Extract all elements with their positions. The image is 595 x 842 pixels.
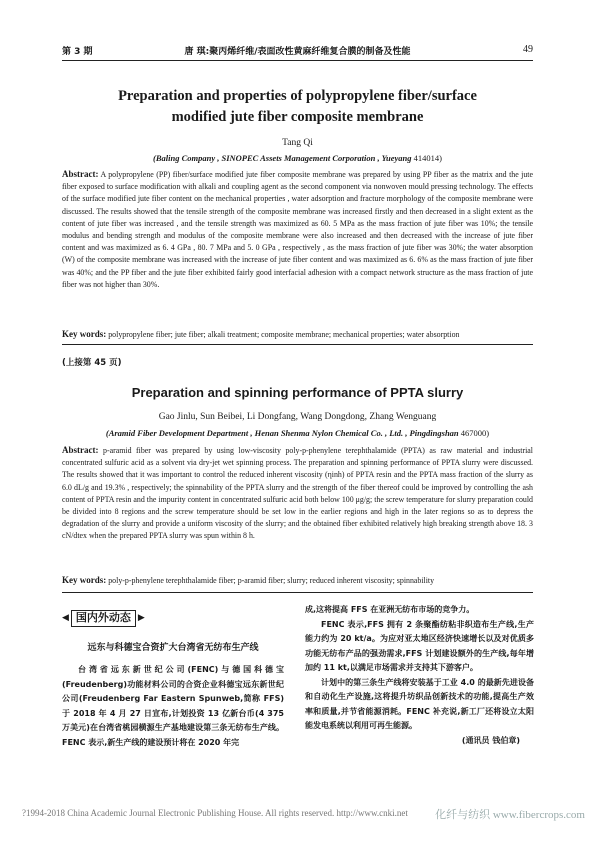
news-section-label: 国内外动态 (71, 610, 136, 627)
header-rule (62, 60, 533, 61)
page-number: 49 (523, 44, 533, 55)
copyright-line: ?1994-2018 China Academic Journal Electronic Publishing House. All rights reserved. http://www.cnki.net (22, 808, 408, 818)
article2-authors: Gao Jinlu, Sun Beibei, Li Dongfang, Wang Dongdong, Zhang Wenguang (158, 412, 437, 422)
news-contributor: (通讯员 钱伯章) (461, 735, 520, 745)
news-paragraph-2: FENC 表示,FFS 拥有 2 条聚酯纺粘非织造布生产线,生产能力约为 20 kt/a。为应对亚太地区经济快速增长以及对优质多功能无纺布产品的强劲需求,FFS 计划建设额外的生产线,每年增加约 11 kt,以满足市场需求并支持其下游客户。 (305, 619, 534, 672)
news-paragraph-3: 计划中的第三条生产线将安装基于工业 4.0 的最新先进设备和自动化生产设施,这将提升坊织品创新技术的功能,提高生产效率和质量,并节省能源消耗。FENC 补充说,新工厂还将设立太阳能发电系统以利用可再生能源。 (305, 677, 534, 730)
article2-abstract (62, 444, 533, 543)
news-left-column (62, 610, 284, 750)
article1-abstract (62, 168, 533, 291)
article1-abstract-text: A polypropylene (PP) fiber/surface modified jute fiber composite membrane was prepared by using PP fiber as the matrix and the jute fiber exposed to surface modification with alkali and coupling agent as the second component via nonwoven mould pressing technology. The effects of the surface modified jute fiber content on the mechanical properties , water adsorption and fracture morphology of the composite membrane were discussed. The results showed that the tensile strength of the composite membrane was increased firstly and then decreased in a slight extent as the content of jute fiber was increased , and the tensile strength was maximized as 60. 5 MPa as the mass fraction of jute fiber was 10%; the tensile modulus and bending strength and modulus of the composite membrane were also increased and then decreased with the increase of jute fiber content and was maximized as 6. 4 GPa , 80. 7 MPa and 5. 0 GPa , respectively , as the mass fraction of jute fiber was 30%; the water absorption (W) of the composite membrane was increased with the increase of jute fiber content and was maximized as 6. 6% as the mass fraction of jute fiber was 40%; and the PP fiber and the jute fiber exhibited fairly good interfacial adhesion with a compact network structure as the mass fraction of jute fiber was not higher than 30%. (62, 170, 533, 289)
article2-affiliation-org: (Aramid Fiber Development Department , Henan Shenma Nylon Chemical Co. , Ltd. , Pingdingshan (105, 428, 459, 438)
running-title: 唐 琪:聚丙烯纤维/表面改性黄麻纤维复合膜的制备及性能 (184, 47, 411, 57)
separator-rule (62, 344, 533, 345)
right-arrow-icon: ▶ (137, 613, 145, 623)
article1-title-line1: Preparation and properties of polypropylene fiber/surface (118, 88, 477, 104)
article2-title: Preparation and spinning performance of PPTA slurry (131, 385, 464, 400)
news-paragraph-1-cont: 成,这将提高 FFS 在亚洲无纺布市场的竞争力。 (305, 605, 475, 614)
article1-affiliation (62, 153, 533, 163)
news-title: 远东与科德宝合资扩大台湾省无纺布生产线 (87, 642, 259, 653)
article1-keywords (62, 328, 533, 341)
article1-author: Tang Qi (282, 138, 313, 148)
left-arrow-icon: ◀ (62, 613, 69, 623)
article2-keywords-label: Key words: (62, 575, 107, 585)
news-section-heading (62, 610, 284, 627)
article1-affiliation-postcode: 414014) (413, 153, 442, 163)
news-right-column (305, 603, 534, 748)
article2-keywords-text: poly-p-phenylene terephthalamide fiber; p-aramid fiber; slurry; reduced inherent viscosity; spinnability (108, 576, 435, 585)
article1-affiliation-org: (Baling Company , SINOPEC Assets Management Corporation , Yueyang (153, 153, 412, 163)
article1-abstract-label: Abstract: (62, 169, 99, 179)
article1-keywords-text: polypropylene fiber; jute fiber; alkali treatment; composite membrane; mechanical properties; water absorption (108, 330, 460, 339)
footer (22, 808, 585, 821)
article1-title-line2: modified jute fiber composite membrane (171, 109, 424, 125)
article1-keywords-label: Key words: (62, 329, 107, 339)
article2-abstract-label: Abstract: (62, 445, 99, 455)
running-header (62, 44, 533, 58)
watermark: 化纤与纺织 www.fibercrops.com (435, 809, 585, 821)
article2-affiliation (62, 428, 533, 438)
news-paragraph-1: 台湾省远东新世纪公司(FENC)与德国科德宝(Freudenberg)功能材料公司的合资企业科德宝远东新世纪公司(Freudenberg Far Eastern Spunweb,简称 FFS)于 2018 年 4 月 27 日宣布,计划投资 13 亿新台币(4 375 万美元)在台湾省桃园横源生产基地建设第三条无纺布生产线。FENC 表示,新生产线的建设预计将在 2020 年完 (62, 665, 284, 747)
separator-rule-2 (62, 592, 533, 593)
article2-keywords (62, 574, 533, 587)
continued-note: (上接第 45 页) (62, 358, 122, 368)
article2-affiliation-postcode: 467000) (460, 428, 490, 438)
article1-title (62, 86, 533, 128)
issue-number: 第 3 期 (62, 47, 93, 57)
article2-abstract-text: p-aramid fiber was prepared by using low-viscosity poly-p-phenylene terephthalamide (PPTA) as raw material and industrial concentrated sulfuric acid as a solvent via dry-jet wet spinning process. The preparation and spinning performance of PPTA slurry were discussed. The results showed that it was important to control the reduced inherent viscosity (ηinh) of PPTA resin and the PPTA mass fraction of the slurry as 6.0 dL/g and 19.3% , respectively; the spinnability of the PPTA slurry and the strength of the fiber thereof could be improved by controlling the ash content of PPTA resin and the impurity content in concentrated sulfuric acid both below 100 μg/g; the screw temperature for slurry preparation could be divided into 8 regions and the screw temperature should be set low in the earlier regions and high in the later regions so as to depress the degradation of the slurry and provide a uniform viscosity of the slurry; and the obtained fiber exhibited relatively high breaking strength above 18. 3 cN/dtex when the prepared PPTA slurry was spun within 8 h. (62, 446, 533, 541)
